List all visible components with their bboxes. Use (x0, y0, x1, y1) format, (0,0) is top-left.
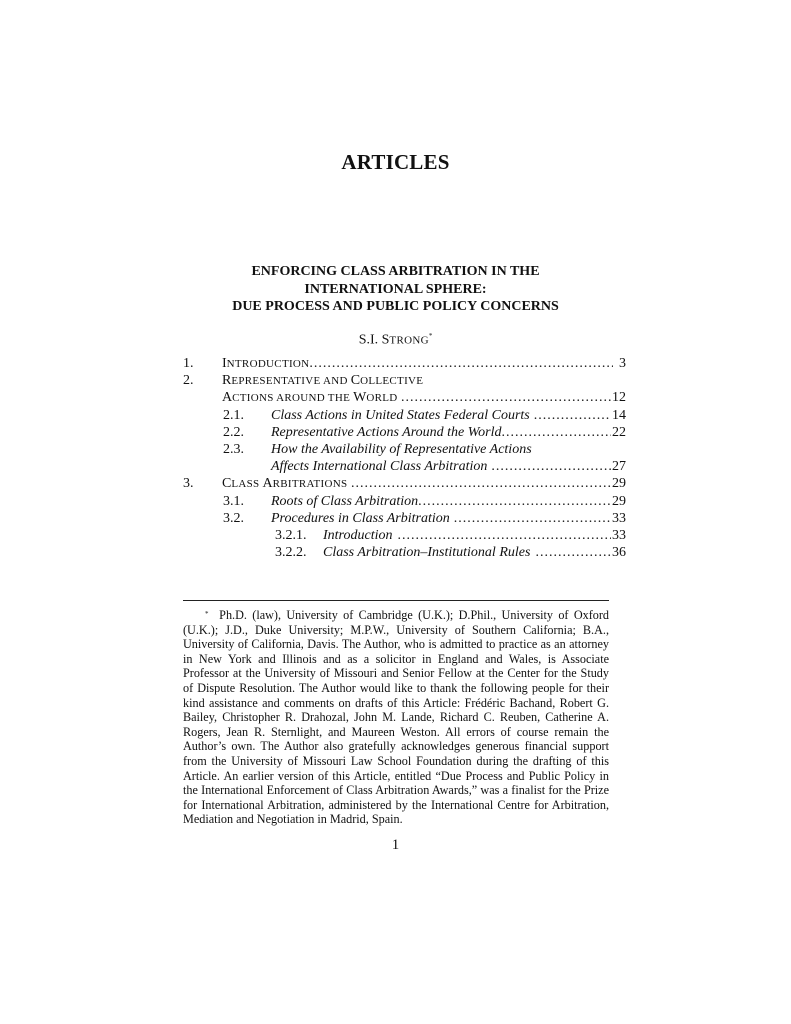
toc-title: Representative Actions Around the World (271, 424, 502, 440)
toc-entry[interactable] (183, 544, 626, 561)
toc-number: 2.2. (223, 424, 244, 440)
toc-leader (534, 407, 611, 424)
toc-page: 29 (612, 493, 626, 509)
toc-number: 3. (183, 476, 194, 492)
toc-entry[interactable] (183, 407, 626, 424)
toc-leader (418, 493, 611, 510)
toc-page: 12 (612, 390, 626, 406)
toc-entry[interactable] (183, 493, 626, 510)
toc-entry[interactable] (183, 510, 626, 527)
toc-leader (535, 544, 611, 561)
toc-page: 14 (612, 407, 626, 423)
toc-number: 2.3. (223, 441, 244, 457)
toc-number: 3.2.2. (275, 545, 307, 561)
toc-title: Class Arbitration–Institutional Rules (323, 545, 531, 561)
toc-leader (491, 458, 611, 475)
toc-number: 2.1. (223, 407, 244, 423)
author-footnote-marker[interactable]: * (428, 332, 433, 340)
toc-title: Class Actions in United States Federal Courts (271, 407, 530, 423)
toc-entry[interactable] (183, 441, 626, 458)
toc-leader (397, 527, 611, 544)
toc-page: 27 (612, 459, 626, 475)
toc-number: 2. (183, 373, 194, 389)
toc-title: REPRESENTATIVE AND COLLECTIVE (222, 373, 424, 389)
footnote-divider (183, 600, 609, 601)
toc-title: CLASS ARBITRATIONS (222, 476, 348, 492)
toc-number: 1. (183, 356, 194, 371)
title-line-1: ENFORCING CLASS ARBITRATION IN THE (251, 264, 540, 279)
toc-entry[interactable] (183, 527, 626, 544)
table-of-contents (183, 355, 626, 561)
toc-title: Introduction (323, 527, 393, 543)
footnote-text: Ph.D. (law), University of Cambridge (U.K.); D.Phil., University of Oxford (U.K.); J.D., Duke University; M.P.W., University of Southern California; B.A., University of California, Davis. The Author, who is admitted to practice as an attorney in New York and Illinois and as a solicitor in England and Wales, is Associate Professor at the University of Missouri and Senior Fellow at the Center for the Study of Dispute Resolution. The Author would like to thank the following people for their kind assistance and comments on drafts of this Article: Frédéric Bachand, Robert G. Bailey, Christopher R. Drahozal, John M. Lande, Richard C. Reuben, Catherine A. Rogers, Jean R. Sternlight, and Maureen Weston. All errors of course remain the Author’s own. The Author also gratefully acknowledges generous financial support from the University of Missouri Law School Foundation during the drafting of this Article. An earlier version of this Article, entitled “Due Process and Public Policy in the International Enforcement of Class Arbitration Awards,” was a finalist for the Prize for International Arbitration, administered by the International Centre for Arbitration, Mediation and Negotiation in Madrid, Spain. (183, 608, 610, 827)
author-byline (0, 332, 791, 349)
toc-page: 3 (619, 356, 626, 371)
toc-number: 3.1. (223, 493, 244, 509)
toc-entry[interactable] (183, 372, 626, 389)
section-heading: ARTICLES (341, 150, 450, 174)
article-title (0, 263, 791, 316)
footnote-marker: * (205, 610, 209, 618)
toc-page: 22 (612, 424, 626, 440)
toc-title: Affects International Class Arbitration (271, 459, 488, 475)
toc-title: Procedures in Class Arbitration (271, 510, 450, 526)
toc-number: 3.2.1. (275, 527, 307, 543)
toc-title: Roots of Class Arbitration (271, 493, 419, 509)
toc-title: INTRODUCTION (222, 356, 310, 371)
title-line-3: DUE PROCESS AND PUBLIC POLICY CONCERNS (232, 299, 559, 314)
toc-title: How the Availability of Representative Actions (271, 441, 532, 457)
toc-page: 33 (612, 527, 626, 543)
toc-page: 33 (612, 510, 626, 526)
toc-leader (401, 389, 611, 406)
page-number: 1 (391, 837, 400, 853)
toc-page: 36 (612, 545, 626, 561)
toc-page: 29 (612, 476, 626, 492)
toc-entry-continuation[interactable] (183, 389, 626, 406)
author-initials: S.I. S (358, 332, 390, 348)
title-line-2: INTERNATIONAL SPHERE: (304, 281, 487, 297)
toc-entry[interactable] (183, 475, 626, 492)
toc-title: ACTIONS AROUND THE WORLD (222, 390, 398, 406)
toc-leader (454, 510, 611, 527)
toc-leader (351, 475, 611, 492)
author-surname-rest: TRONG (389, 334, 429, 347)
toc-entry[interactable] (183, 424, 626, 441)
toc-entry[interactable] (183, 355, 626, 372)
toc-entry-continuation[interactable] (183, 458, 626, 475)
toc-leader (501, 424, 611, 441)
toc-number: 3.2. (223, 510, 244, 526)
footnote (183, 607, 609, 827)
toc-leader (309, 355, 613, 372)
